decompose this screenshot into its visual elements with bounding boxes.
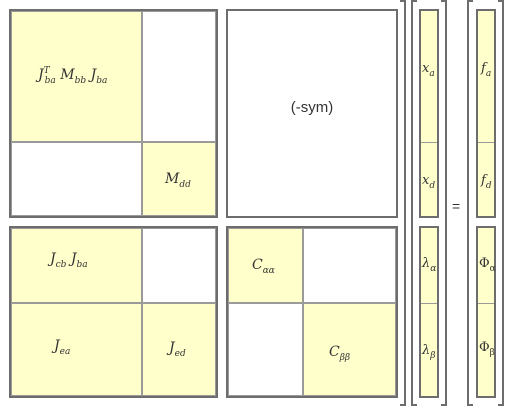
block-empty-bottom-left bbox=[11, 142, 142, 216]
block-mdd bbox=[142, 142, 216, 216]
expr-lambda-alpha: $\lambda_\alpha$ bbox=[422, 256, 437, 274]
expr-jcb-jba: $J_{cb}$ $J_{ba}$ bbox=[50, 251, 88, 270]
equals-sign: = bbox=[452, 198, 461, 214]
rhs-right-bracket bbox=[498, 0, 504, 406]
block-jed bbox=[142, 303, 216, 396]
expr-mdd: $M_{dd}$ bbox=[165, 171, 191, 190]
rhs-top-vector bbox=[476, 9, 496, 218]
expr-xa: $x_a$ bbox=[422, 61, 435, 79]
block-cbb bbox=[303, 303, 396, 396]
expr-fd: $f_d$ bbox=[481, 173, 492, 191]
block-jea bbox=[11, 303, 142, 396]
panel-top-right bbox=[226, 9, 398, 218]
panel-bottom-right bbox=[226, 226, 398, 398]
expr-fa: $f_a$ bbox=[481, 61, 492, 79]
block-empty-bl-top-right bbox=[142, 228, 216, 303]
symmetric-label: (-sym) bbox=[290, 99, 334, 116]
block-jcb-jba bbox=[11, 228, 142, 303]
panel-top-left bbox=[9, 9, 218, 218]
unknowns-top-vector bbox=[419, 9, 439, 218]
expr-jea: $J_{ea}$ bbox=[54, 338, 71, 357]
block-empty-br-top-right bbox=[303, 228, 396, 303]
expr-cbb: $C_{\beta\beta}$ bbox=[329, 344, 351, 363]
expr-caa: $C_{\alpha\alpha}$ bbox=[252, 257, 275, 276]
matrix-right-bracket bbox=[400, 0, 406, 406]
rhs-divider bbox=[478, 142, 494, 143]
expr-phi-alpha: $\Phi_\alpha$ bbox=[479, 256, 496, 274]
expr-lambda-beta: $\lambda_\beta$ bbox=[422, 343, 436, 361]
unknowns-divider-2 bbox=[421, 303, 437, 304]
rhs-bottom-vector bbox=[476, 226, 496, 398]
expr-jed: $J_{ed}$ bbox=[169, 340, 186, 359]
block-jt-m-j bbox=[11, 11, 142, 142]
expr-jt-mbb-jba: $J^T_{ba}$ $M_{bb}$ $J_{ba}$ bbox=[38, 66, 108, 86]
rhs-divider-2 bbox=[478, 303, 494, 304]
unknowns-left-bracket bbox=[411, 0, 417, 406]
block-caa bbox=[228, 228, 303, 303]
unknowns-right-bracket bbox=[441, 0, 447, 406]
expr-phi-beta: $\Phi_\beta$ bbox=[479, 340, 495, 358]
panel-bottom-left bbox=[9, 226, 218, 398]
unknowns-bottom-vector bbox=[419, 226, 439, 398]
expr-xd: $x_d$ bbox=[422, 173, 436, 191]
rhs-left-bracket bbox=[467, 0, 473, 406]
block-empty-top-right bbox=[142, 11, 216, 142]
unknowns-divider bbox=[421, 142, 437, 143]
block-empty-br-bottom-left bbox=[228, 303, 303, 396]
